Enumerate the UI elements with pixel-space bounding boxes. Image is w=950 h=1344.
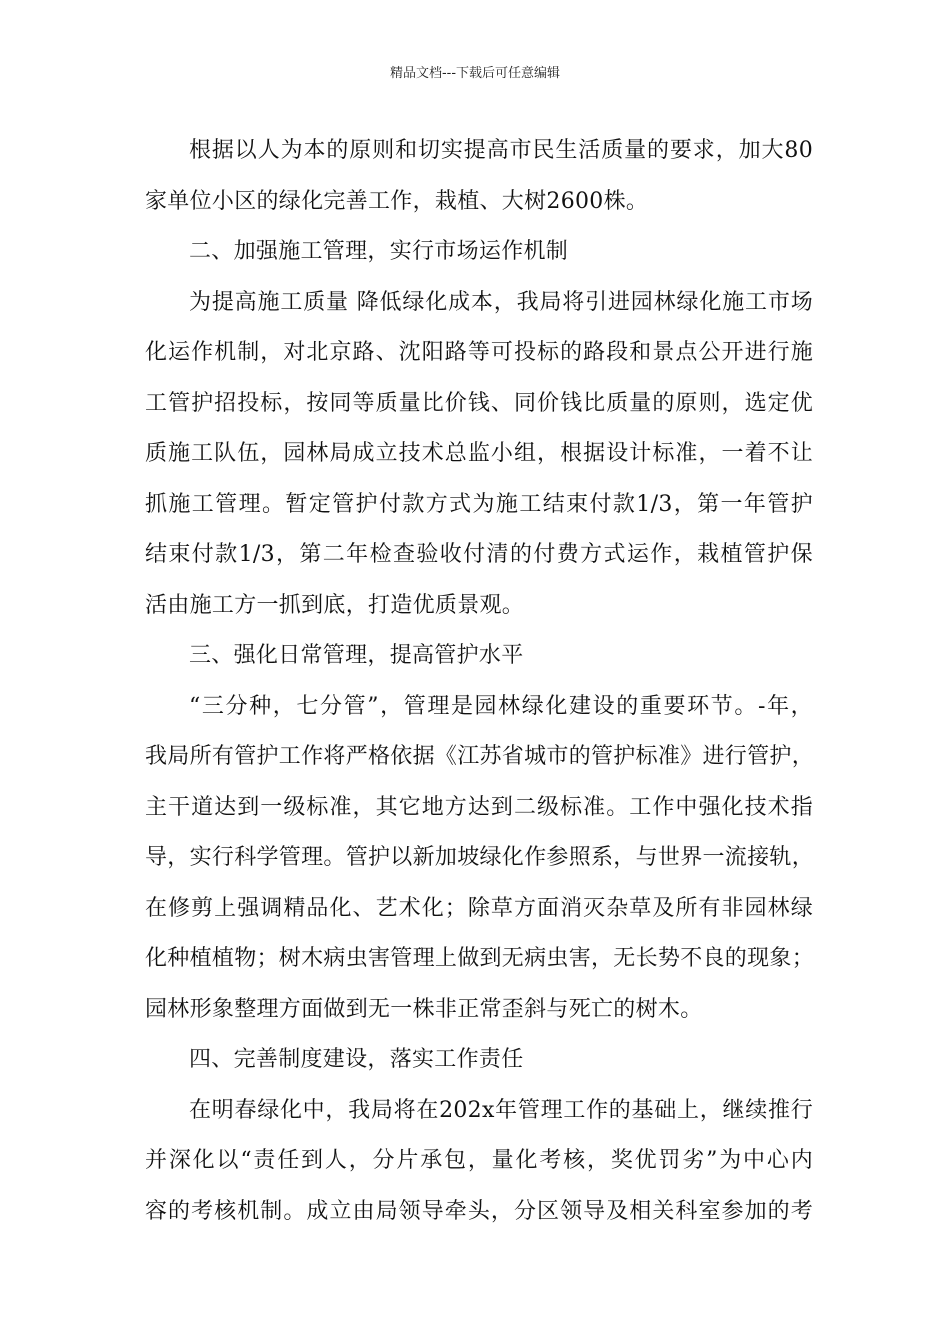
page-header: 精品文档---下载后可任意编辑 xyxy=(389,66,561,81)
text-line: 二、加强施工管理，实行市场运作机制 xyxy=(189,239,569,264)
text-line: 并深化以“责任到人，分片承包，量化考核，奖优罚劣”为中心内 xyxy=(145,1148,813,1173)
text-line: 根据以人为本的原则和切实提高市民生活质量的要求，加大80 xyxy=(189,138,813,163)
text-line: 我局所有管护工作将严格依据《江苏省城市的管护标准》进行管护， xyxy=(145,744,815,769)
text-line: 导，实行科学管理。管护以新加坡绿化作参照系，与世界一流接轨， xyxy=(145,845,815,870)
text-line: 工管护招投标，按同等质量比价钱、同价钱比质量的原则，选定优 xyxy=(145,390,813,416)
text-line: 抓施工管理。暂定管护付款方式为施工结束付款1/3，第一年管护 xyxy=(145,491,813,517)
document-body xyxy=(145,131,813,1242)
text-line: 化种植植物；树木病虫害管理上做到无病虫害，无长势不良的现象； xyxy=(145,946,815,971)
text-line: 主干道达到一级标准，其它地方达到二级标准。工作中强化技术指 xyxy=(145,794,813,820)
text-line: 园林形象整理方面做到无一株非正常歪斜与死亡的树木。 xyxy=(145,996,703,1022)
text-line: 在明春绿化中，我局将在202x年管理工作的基础上，继续推行 xyxy=(189,1097,813,1123)
text-line: 在修剪上强调精品化、艺术化；除草方面消灭杂草及所有非园林绿 xyxy=(145,895,813,921)
text-line: “三分种，七分管”，管理是园林绿化建设的重要环节。-年， xyxy=(189,693,813,719)
text-line: 容的考核机制。成立由局领导牵头，分区领导及相关科室参加的考 xyxy=(145,1198,813,1224)
text-line: 结束付款1/3，第二年检查验收付清的付费方式运作，栽植管护保 xyxy=(145,542,813,567)
text-line: 三、强化日常管理，提高管护水平 xyxy=(189,643,524,668)
text-line: 家单位小区的绿化完善工作，栽植、大树2600株。 xyxy=(145,188,649,214)
text-line: 为提高施工质量 降低绿化成本，我局将引进园林绿化施工市场 xyxy=(189,289,813,315)
text-line: 四、完善制度建设，落实工作责任 xyxy=(189,1047,524,1072)
text-line: 化运作机制，对北京路、沈阳路等可投标的路段和景点公开进行施 xyxy=(145,340,813,365)
text-line: 质施工队伍，园林局成立技术总监小组，根据设计标准，一着不让 xyxy=(145,441,813,466)
text-line: 活由施工方一抓到底，打造优质景观。 xyxy=(145,592,525,618)
